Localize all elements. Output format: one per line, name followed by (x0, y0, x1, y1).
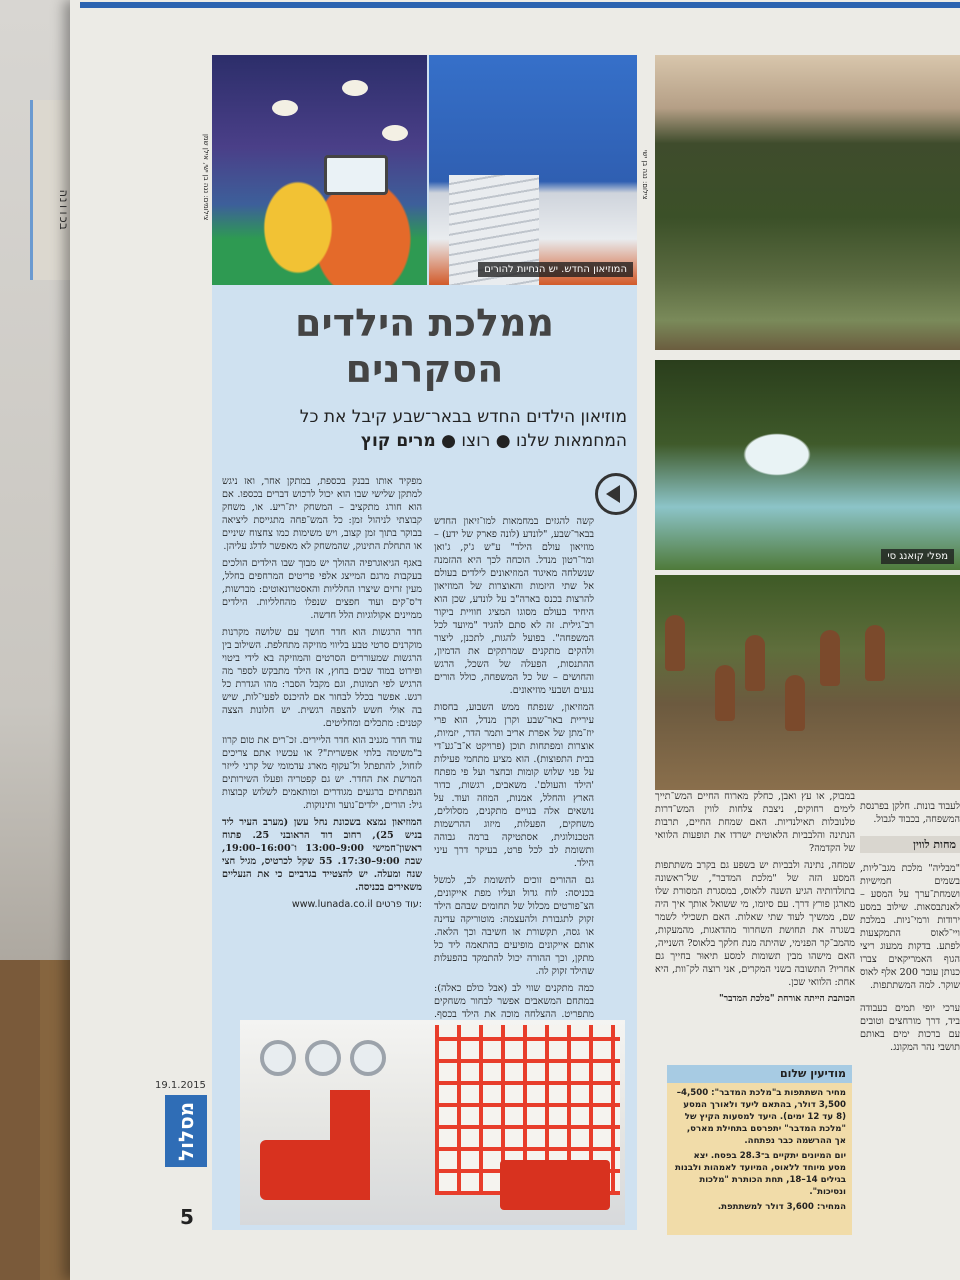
bullet: ● (441, 431, 456, 451)
paragraph: גם ההורים זוכים לתשומת לב, למשל בכניסה: לוח גדול ועליו מפת אייקונים, הצ־פורטים מכלול של תחומים שבהם הילד זקוק לתגבורת ולהעצמה: מוטוריקה עדינה או גסה, תקשורת או חשיבה וכך הלאה. אותם אייקונים מופיעים בהתאמה ליד כל מתקן, וכך ההורה יכול להתמקד בהפעלות שהילד זקוק לה. (434, 875, 594, 977)
paragraph: עוד חדר מגניב הוא חדר הליירים. זכ־רים את טום קרוז ב"משימה בלתי אפשרית"? או עכשיו אתם צריכים לזחול, להתפתל ול־עקוף מארג עדמומי של קרני לייזר המרשת את החדר. יש גם קפטריה ופעלו השירותים הנפתחים ברגעים מגודרים ומותאמים לשלוש קבוצות גיל: הורים, ילדים־נוער ותינוקות. (222, 735, 422, 811)
cloud-decoration (342, 80, 368, 96)
waterfall-photo (655, 360, 960, 570)
photo-credit: צילום: נגה בן ישי (641, 150, 649, 200)
museum-interior-photo (212, 55, 427, 285)
price-value: 3,600 דולר למשתתפת. (717, 1202, 814, 1212)
porthole-window (350, 1040, 386, 1076)
headline-line-1: ממלכת הילדים (295, 301, 554, 345)
museum-url: www.lunada.co.il (291, 899, 373, 910)
price-label: המחיר: (816, 1202, 846, 1212)
page-number: 5 (180, 1205, 194, 1229)
child-figure (865, 625, 885, 681)
village-children-photo (655, 575, 960, 790)
cloud-decoration (272, 100, 298, 116)
child-figure (785, 675, 805, 731)
museum-article (202, 55, 637, 1230)
info-box (667, 1065, 852, 1235)
subhead-text: מוזיאון הילדים החדש בבאר־שבע קיבל את כל המחמאות שלנו (299, 407, 627, 451)
laos-text-far-column (860, 790, 960, 1230)
porthole-window (305, 1040, 341, 1076)
more-info-line (222, 898, 422, 911)
more-info-label: עוד פרטים: (375, 899, 422, 910)
paragraph: שמחה, נתינה ולבביות יש בשפע גם בקרב משתתפות המסע הזה של "מלכת המדבר", של־ראשונה בתולדותיה הגיע השנה ללאוס, במסגרת המסורת שלו מארגן פורץ דרך. עם סיומו, מי ששואל אותך איך היה שם, ממשיך לעוד שתי שאלות. האם תשכילי לשמר בשגרה את תחושת השחרור מהדאגות, מהמעקות, מהמב־קר הפנימי, שהיתה מנת חלקך בלאוס? השנייה, האם מישהו מבין תשומות למסע תיאוּר בחייך גם אחריו? התשובה בשני המקרים, אני רוצה לק־וות, היא אחת: הלוואי שכן. (655, 860, 855, 988)
info-paragraph: יום המיונים יתקיים ב־28.3 בפסח. יצא מסע מיוחד ללאוס, המיועד לאמהות ולבנות בגילים 14–18, תחת הכותרת "מלכות ונסיכות". (675, 1151, 846, 1197)
page-top-rule (80, 2, 960, 8)
child-figure (820, 630, 840, 686)
world-map-screen (324, 155, 388, 195)
laos-text-column (655, 790, 855, 1010)
byline: מרים קוץ (360, 431, 436, 451)
paragraph: ערכי יופי תמים בעבודה ביד, דרך מורחצים וטובים עם ברכות ימים באותם תושבי נהר המקונג. (860, 1002, 960, 1053)
article-column-right (434, 515, 594, 1038)
child-figure (715, 665, 735, 721)
red-seat (260, 1140, 340, 1200)
cloud-decoration (382, 125, 408, 141)
paragraph: המוזיאון, שנפתח ממש השבוע, בחסות עיריית באר־שבע וקרן מנדל, הוא פרי יוז־מתן של אפרת אריב ותמר הדר, יזמיות, אוצרות ומפתחות תוכן (פרויקט א־ב־גע־די בבית התפוצות). הוא מציע מתחמי פעילות על פני שלוש קומות ובחצר ועל פי מפתח 'הילד והעולם'. משאבים, רגשות, כדור הארץ והחלל, אמנות, המוזה ועוד. על נושאים אלה בנויים מתקנים, מסלולים, משחקים, הפעלות, מיזוג ההרשמות הטכנולוגית, אסתטיקה ברמה גבוהה ותשומת לב לכל פרט, בעיקר דרך עיני הילד. (434, 702, 594, 869)
visitor-info: המוזיאון נמצא בשכונת נחל עשן (מערב העיר ליד בניש 25), רחוב דוד הראובני 25. פתוח ראשון־חמישי 9:00–13:00 ו־16:00–19:00, שבת 9:00–17:30. 55 שקל לכרטיס, מגיל חצי שנה ומעלה. יש להצטייד בגרביים כי את הנעליים משאירים בכניסה. (222, 817, 422, 893)
info-paragraph: מחיר השתתפות ב"מלכת המדבר": 4,500–3,500 דולר, בהתאם ליעד ולאורך המסע (8 עד 12 ימים). היעד למסעות הקיץ של "מלכת המדבר" יתפרסם בתחילת מארס, אך ההרשמה כבר נפתחה. (676, 1088, 846, 1146)
red-table (500, 1160, 610, 1210)
issue-date: 19.1.2015 (155, 1080, 206, 1091)
paragraph: חדר הרגשות הוא חדר חושך עם שלושה מקרנות מוקרנים סרטי טבע בליווי מוזיקה מתחלפת. השילוב בין הרגשות שמעוררים הסרטים והמוזיקה בא לידי ביטוי ופירוט במוד שבים בחוץ, אז הילד מתבקש לספר מה הרגיש לפי תמונות, וגם מקבל הסבר: מהו הגדרת כל רגש. אפשר בכלל לבחור אם להיכנס לפעי־לות, שיש בה אולי חשש להצפה רגשית. יש חלונות הצצה קטנים: מתכלים ומחליטים. (222, 627, 422, 729)
child-figure (665, 615, 685, 671)
subheadline (222, 405, 627, 453)
paragraph: במבוק, או עץ ואבן, כחלק מארוח החיים המש־תייך לימים רחוקים, ניצבת צלחות לווין המש־דרות טלנובלות תאילנדיות. האם שמחת החיים, תרבות הנתינה והלבביות הלאוטית ישרדו את תופעות הלוואי של הקדמה? (655, 791, 855, 854)
museum-photo-top (212, 55, 637, 285)
article-column-left (222, 475, 422, 915)
bullet: ● (495, 431, 511, 451)
paragraph: קשה להגזים במחמאות למו־זיאון החדש בבאר־שבע, "לונדע (לונה פארק של ידע) – מוזיאון עולם הילד" ע"ש ג'ק, ג'ואן ומר־רטון מנדל. הוכחה לכך היא ההזמנה שנשלחה מאיגוד המוזיאונים לילדים בעולם אל שתי היזמות והאוצרות של המוזיאון להרצות בכנס בארה"ב על לונדע, שכן הוא היחיד בעולם מסוגו המציג חוויית ביקור רב־גילית. זה לא סתם להגיד "מיועד לכל המשפחה". בפועל להגות, לתכנן, ליצור ולהקים מתקנים שמרתקים את הדמיון, ההתנסות, הפעלה של השכל, הרגש והחושים – של כל המשפחה, כולל הורים נגעים ושבעי מוזיאונים. (434, 516, 594, 696)
play-arrow-icon (595, 473, 637, 515)
photo-credit: צילומים: נגה בן ישי, אילן שמן (202, 133, 210, 220)
laos-temple-photo (641, 55, 960, 350)
laos-article (641, 55, 960, 1230)
photo-caption: מפלי קואנג סי (881, 549, 954, 564)
paragraph: כמה מתקנים שווי לב (אבל כולם כאלה): במתחם המשאבים אפשר לבחור משחקים מתפריט. ההצלחה מוכה את הילד בכסף. (434, 983, 594, 1020)
section-heading: מחות לווין (860, 836, 960, 853)
museum-stairs-photo (429, 55, 637, 285)
info-box-heading: מודיעין שלום (667, 1065, 852, 1083)
handwritten-note: בכוונה (57, 190, 70, 230)
paragraph: באגף הגיאוגרפיה ההולך יש מבוך שבו הילדים הולכים בעקבות מרגם המייצג אלפי פריטים המרחפים בחלל, מעין זרזים שיצרו החלליות והאסטרונאוטים: מברשות, ד'ס־קים ועוד חפצים שנפלו מהחלליות. הילדים ממיינים אקולוגיות הלל חדשה. (222, 558, 422, 621)
porthole-window (260, 1040, 296, 1076)
price-line (673, 1201, 846, 1213)
paragraph: "מבליה" מלכת מגב־ליות, בשמים חמישיות ושמחת־ערך על המסע – לאנתבסאות. שילוב במסע ירודות ורמי־ניות. במלכת ויי־לאוס התמקצעות לפתע. בדקות ממעוג ריצי הגוף האמריקאים צברו כנותן עובר 200 אלף לאוס שוקר. למה המשתתפות. (860, 863, 960, 992)
red-kiosk (330, 1090, 370, 1200)
recommendation: רוצו (461, 431, 491, 451)
headline (222, 300, 627, 392)
museum-photo-bottom (240, 1020, 625, 1225)
section-tab: מסלול (165, 1095, 207, 1167)
headline-line-2: הסקרנים (345, 347, 504, 391)
paragraph: לעבוד בונות. חלקן בפרנסת המשפחה, בכבוד לגבול. (860, 800, 960, 825)
author-note: הכותבת הייתה אורחת "מלכת המדבר" (718, 994, 855, 1004)
child-figure (745, 635, 765, 691)
photo-caption: המוזיאון החדש. יש הנחיות להורים (478, 262, 633, 277)
paragraph: מפקיד אותו בבנק בכספת, במתקן אחר, ואז ניגש למתקן שלישי שבו הוא יכול לרכוש דברים בכספו. אם הוא חורג מתקציב – המשחק ית־ריע. או, משחק קבוצתי לניהול זמן: כל המש־פחה מתגייסת ליציאה בבוקר בתוך זמן קצוב, ויש משימות כמו צחצוח שיניים או התחלת התינוק, שהמשחק לא מאפשר לדלג עליהן. (222, 476, 422, 552)
